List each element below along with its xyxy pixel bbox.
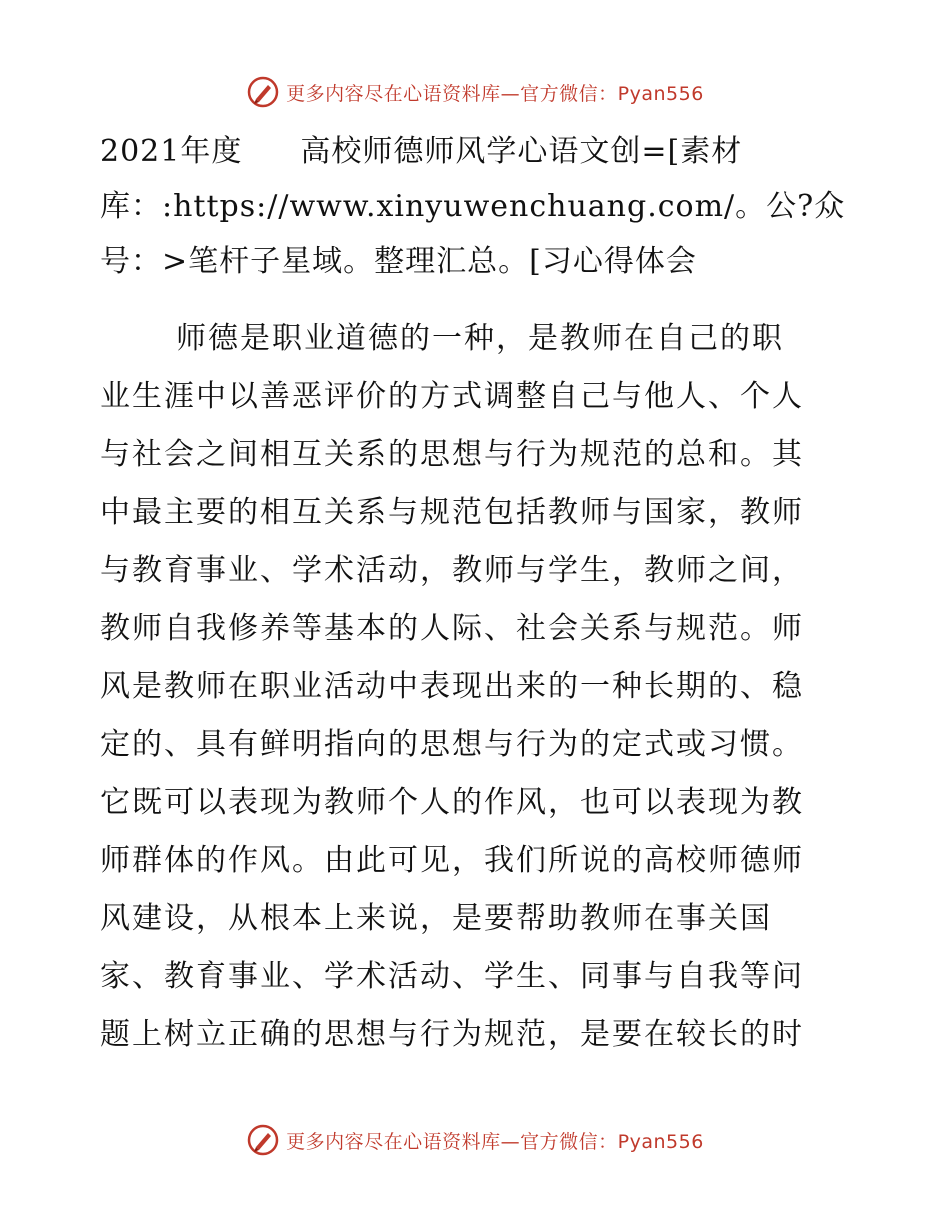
body-paragraph [100, 310, 860, 1064]
pen-logo-icon [246, 1123, 280, 1157]
body-line: 风建设，从根本上来说，是要帮助教师在事关国 [100, 901, 772, 936]
body-line: 业生涯中以善恶评价的方式调整自己与他人、个人 [100, 379, 804, 414]
body-line: 与社会之间相互关系的思想与行为规范的总和。其 [100, 437, 804, 472]
body-line: 师群体的作风。由此可见，我们所说的高校师德师 [100, 843, 804, 878]
pen-logo-icon [246, 75, 280, 109]
title-line-1: 2021年度 高校师德师风学心语文创=[素材 [100, 134, 743, 169]
body-line: 中最主要的相互关系与规范包括教师与国家，教师 [100, 495, 804, 530]
body-line: 师德是职业道德的一种，是教师在自己的职 [176, 321, 784, 356]
body-line: 风是教师在职业活动中表现出来的一种长期的、稳 [100, 669, 804, 704]
body-line: 家、教育事业、学术活动、学生、同事与自我等问 [100, 959, 804, 994]
title-line-3: 号：>笔杆子星域。整理汇总。[习心得体会 [100, 244, 697, 279]
header-banner [0, 72, 950, 112]
body-line: 定的、具有鲜明指向的思想与行为的定式或习惯。 [100, 727, 804, 762]
body-line: 教师自我修养等基本的人际、社会关系与规范。师 [100, 611, 804, 646]
header-banner-text: 更多内容尽在心语资料库—官方微信：Pyan556 [286, 82, 704, 105]
body-line: 与教育事业、学术活动，教师与学生，教师之间， [100, 553, 804, 588]
document-title [100, 124, 860, 289]
footer-banner-text: 更多内容尽在心语资料库—官方微信：Pyan556 [286, 1130, 704, 1153]
title-line-2: 库：:https://www.xinyuwenchuang.com/。公?众 [100, 189, 846, 224]
footer-banner [0, 1120, 950, 1160]
body-line: 它既可以表现为教师个人的作风，也可以表现为教 [100, 785, 804, 820]
body-line: 题上树立正确的思想与行为规范，是要在较长的时 [100, 1017, 804, 1052]
